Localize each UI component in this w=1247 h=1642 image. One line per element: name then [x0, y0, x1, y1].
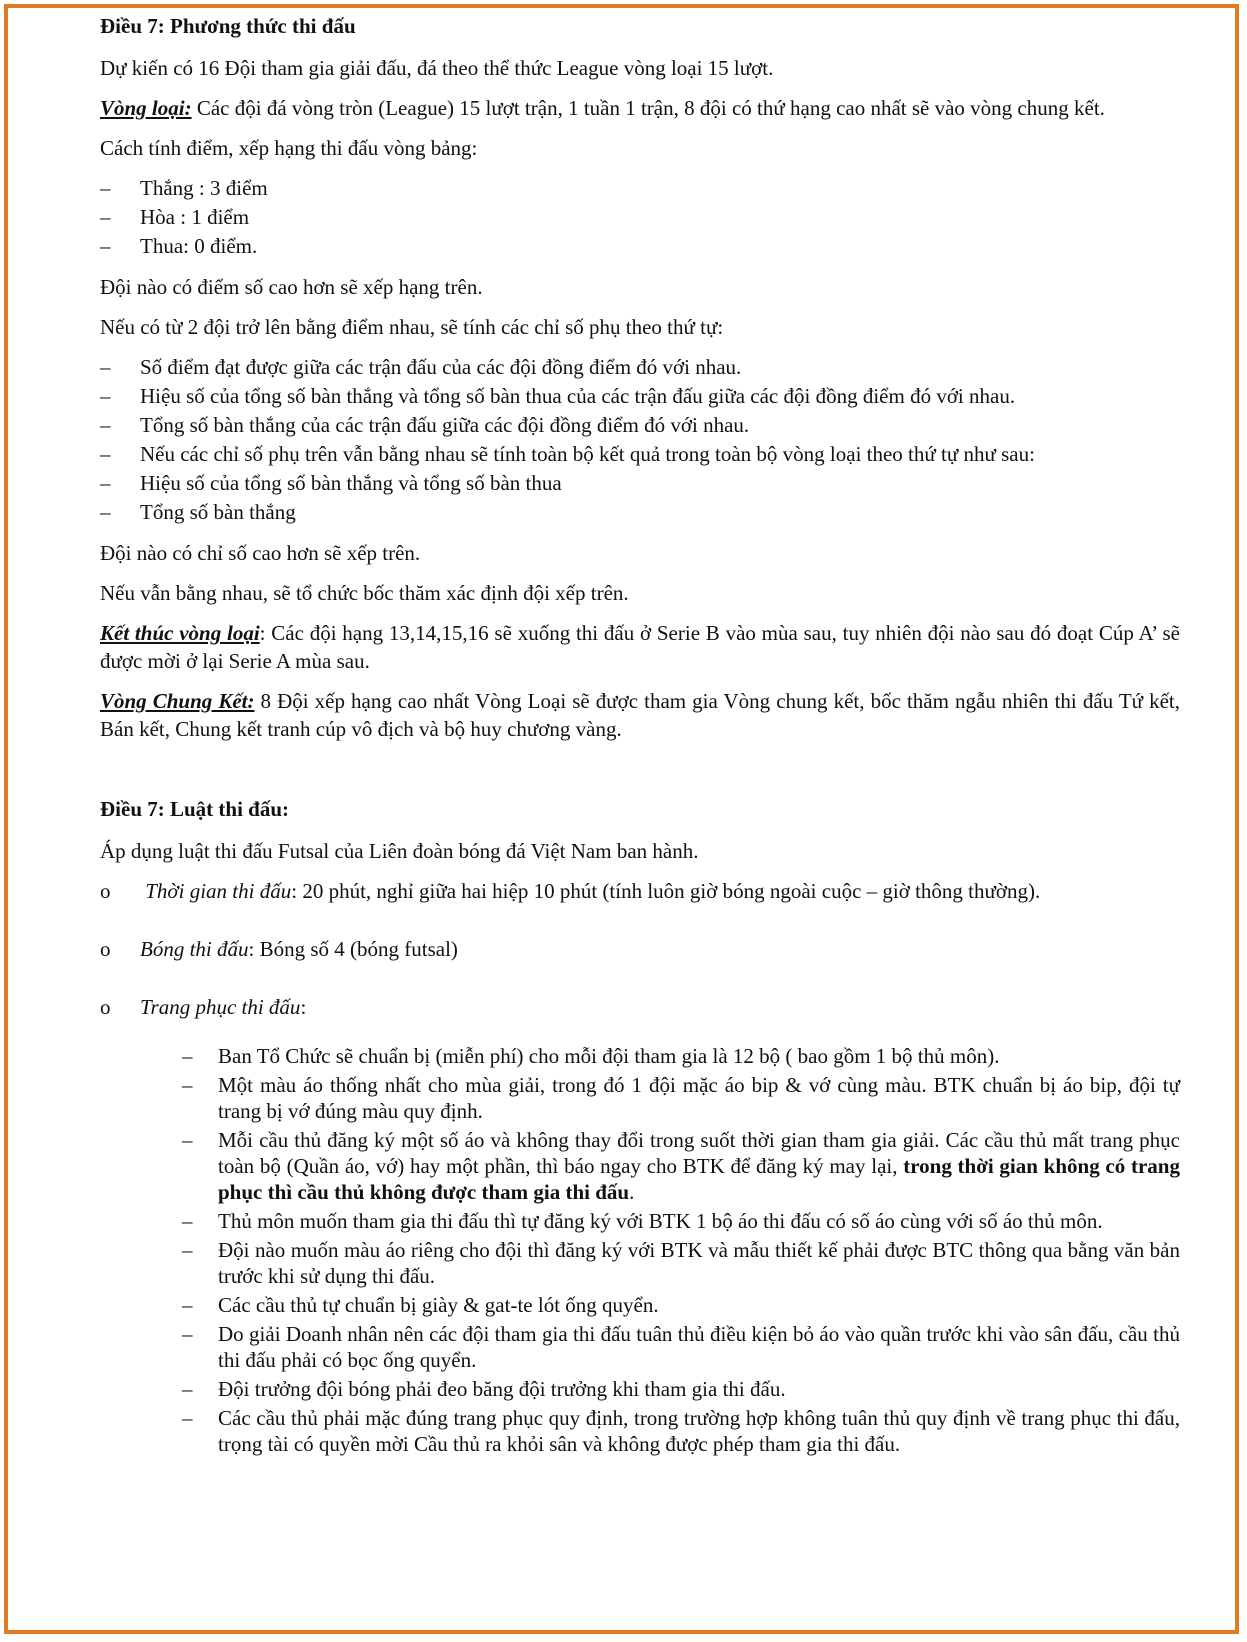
- final-round-paragraph: [100, 687, 1180, 743]
- uniform-list: [140, 1043, 1180, 1457]
- match-time-item: o Thời gian thi đấu: 20 phút, nghỉ giữa hai hiệp 10 phút (tính luôn giờ bóng ngoài cuộc – giờ thông thường).: [100, 879, 1041, 903]
- list-item: – Tổng số bàn thắng của các trận đấu giữa các đội đồng điểm đó với nhau.: [100, 413, 750, 437]
- tie-intro-paragraph: Nếu có từ 2 đội trở lên bằng điểm nhau, sẽ tính các chỉ số phụ theo thứ tự:: [100, 315, 724, 339]
- list-item: – Hiệu số của tổng số bàn thắng và tổng số bàn thua của các trận đấu giữa các đội đồng điểm đó với nhau.: [100, 384, 1016, 408]
- final-round-text: 8 Đội xếp hạng cao nhất Vòng Loại sẽ được tham gia Vòng chung kết, bốc thăm ngẫu nhiên thi đấu Tứ kết, Bán kết, Chung kết tranh cúp vô địch và bộ huy chương vàng.: [100, 689, 1180, 741]
- section-heading-format: Điều 7: Phương thức thi đấu: [100, 14, 356, 38]
- qualifying-round-paragraph: [100, 94, 1180, 122]
- circle-bullet-icon: o: [100, 937, 111, 961]
- list-item: – Nếu các chỉ số phụ trên vẫn bằng nhau sẽ tính toàn bộ kết quả trong toàn bộ vòng loại theo thứ tự như sau:: [100, 442, 1035, 466]
- list-item: – Ban Tổ Chức sẽ chuẩn bị (miễn phí) cho mỗi đội tham gia là 12 bộ ( bao gồm 1 bộ thủ môn).: [182, 1044, 1000, 1068]
- higher-rank-paragraph: Đội nào có điểm số cao hơn sẽ xếp hạng trên.: [100, 275, 483, 299]
- ball-item: o Bóng thi đấu: Bóng số 4 (bóng futsal): [100, 937, 458, 961]
- uniform-item: o Trang phục thi đấu: – Ban Tổ Chức sẽ chuẩn bị (miễn phí) cho mỗi đội tham gia là 12 bộ ( bao gồm 1 bộ thủ môn). – Một màu áo thống nhất cho mùa giải, trong đó 1 đội mặc áo bip & vớ cùng màu. BTK chuẩn bị áo bip, đội tự trang bị vớ đúng màu quy định. – Mỗi cầu thủ đăng ký một số áo và không thay đổi trong suốt thời gian tham gia giải. Các cầu thủ mất trang phục toàn bộ (Quần áo, vớ) hay một phần, thì báo ngay cho BTK để đăng ký may lại, trong thời gian không có trang phục thì cầu thủ không được tham gia thi đấu. – Thủ môn muốn tham gia thi đấu thì tự đăng ký với BTK 1 bộ áo thi đấu có số áo cùng với số áo thủ môn. – Đội nào muốn màu áo riêng cho đội thì đăng ký với BTK và mẫu thiết kế phải được BTC thông qua bằng văn bản trước khi sử dụng thi đấu. – Các cầu thủ tự chuẩn bị giày & gat-te lót ống quyển. – Do giải Doanh nhân nên các đội tham gia thi đấu tuân thủ điều kiện bỏ áo vào quần trước khi vào sân đấu, cầu thủ thi đấu phải có bọc ống quyển. – Đội trưởng đội bóng phải đeo băng đội trưởng khi tham gia thi đấu. – Các cầu thủ phải mặc đúng trang phục quy định, trong trường hợp không tuân thủ quy định về trang phục thi đấu, trọng tài có quyền mời Cầu thủ ra khỏi sân và không được phép tham gia thi đấu.: [100, 995, 1180, 1456]
- end-of-qualifying-label: Kết thúc vòng loại: [100, 621, 260, 645]
- scoring-intro: Cách tính điểm, xếp hạng thi đấu vòng bảng:: [100, 136, 478, 160]
- list-item: – Thủ môn muốn tham gia thi đấu thì tự đăng ký với BTK 1 bộ áo thi đấu có số áo cùng với số áo thủ môn.: [182, 1209, 1103, 1233]
- qualifying-round-text: Các đội đá vòng tròn (League) 15 lượt trận, 1 tuần 1 trận, 8 đội có thứ hạng cao nhất sẽ vào vòng chung kết.: [191, 96, 1105, 120]
- circle-bullet-icon: o: [100, 879, 111, 903]
- end-of-qualifying-text: : Các đội hạng 13,14,15,16 sẽ xuống thi đấu ở Serie B vào mùa sau, tuy nhiên đội nào sau đó đoạt Cúp A’ sẽ được mời ở lại Serie A mùa sau.: [100, 621, 1180, 673]
- rules-intro-paragraph: Áp dụng luật thi đấu Futsal của Liên đoàn bóng đá Việt Nam ban hành.: [100, 839, 699, 863]
- list-item: – Số điểm đạt được giữa các trận đấu của các đội đồng điểm đó với nhau.: [100, 355, 742, 379]
- list-item: – Các cầu thủ phải mặc đúng trang phục quy định, trong trường hợp không tuân thủ quy định về trang phục thi đấu, trọng tài có quyền mời Cầu thủ ra khỏi sân và không được phép tham gia thi đấu.: [182, 1406, 1180, 1456]
- intro-paragraph: Dự kiến có 16 Đội tham gia giải đấu, đá theo thể thức League vòng loại 15 lượt.: [100, 56, 774, 80]
- list-item: – Một màu áo thống nhất cho mùa giải, trong đó 1 đội mặc áo bip & vớ cùng màu. BTK chuẩn bị áo bip, đội tự trang bị vớ đúng màu quy định.: [182, 1073, 1180, 1123]
- list-item: – Thắng : 3 điểm: [100, 176, 268, 200]
- list-item: – Đội trưởng đội bóng phải đeo băng đội trưởng khi tham gia thi đấu.: [182, 1377, 786, 1401]
- circle-bullet-icon: o: [100, 995, 111, 1019]
- points-list: [100, 174, 1180, 261]
- higher-index-paragraph: Đội nào có chỉ số cao hơn sẽ xếp trên.: [100, 541, 421, 565]
- list-item: – Thua: 0 điểm.: [100, 234, 258, 258]
- draw-lots-paragraph: Nếu vẫn bằng nhau, sẽ tổ chức bốc thăm xác định đội xếp trên.: [100, 581, 629, 605]
- list-item: – Đội nào muốn màu áo riêng cho đội thì đăng ký với BTK và mẫu thiết kế phải được BTC thông qua bằng văn bản trước khi sử dụng thi đấu.: [182, 1238, 1180, 1288]
- section-spacer: [100, 755, 1180, 795]
- list-item: – Hiệu số của tổng số bàn thắng và tổng số bàn thua: [100, 471, 562, 495]
- tiebreaker-list: [100, 353, 1180, 527]
- list-item: – Các cầu thủ tự chuẩn bị giày & gat-te lót ống quyển.: [182, 1293, 659, 1317]
- document-body: [100, 12, 1180, 1487]
- list-item: – Do giải Doanh nhân nên các đội tham gia thi đấu tuân thủ điều kiện bỏ áo vào quần trước khi vào sân đấu, cầu thủ thi đấu phải có bọc ống quyển.: [182, 1322, 1180, 1372]
- list-item: – Hòa : 1 điểm: [100, 205, 250, 229]
- list-item: – Mỗi cầu thủ đăng ký một số áo và không thay đổi trong suốt thời gian tham gia giải. Các cầu thủ mất trang phục toàn bộ (Quần áo, vớ) hay một phần, thì báo ngay cho BTK để đăng ký may lại, trong thời gian không có trang phục thì cầu thủ không được tham gia thi đấu.: [182, 1128, 1180, 1204]
- list-item: – Tổng số bàn thắng: [100, 500, 296, 524]
- section-heading-rules: Điều 7: Luật thi đấu:: [100, 797, 290, 821]
- end-of-qualifying-paragraph: [100, 619, 1180, 675]
- qualifying-round-label: Vòng loại:: [100, 96, 192, 120]
- final-round-label: Vòng Chung Kết:: [100, 689, 255, 713]
